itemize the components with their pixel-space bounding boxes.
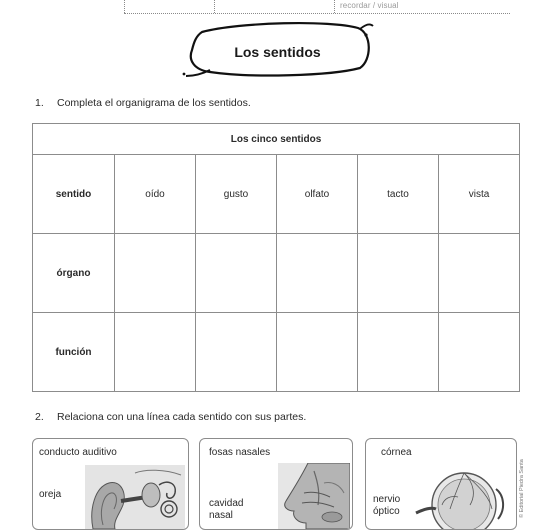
sense-cell: oído [115,155,196,234]
nose-anatomy-icon [278,463,350,529]
header-divider [334,0,335,13]
table-title: Los cinco sentidos [33,124,520,155]
nose-top-label: fosas nasales [209,447,271,458]
row-label-funcion: función [33,313,115,392]
row-label-sentido: sentido [33,155,115,234]
function-answer-cell[interactable] [115,313,196,392]
sense-cell: vista [439,155,520,234]
organ-answer-cell[interactable] [277,234,358,313]
organ-answer-cell[interactable] [115,234,196,313]
question-text: Relaciona con una línea cada sentido con sus partes. [57,411,307,423]
page-title: Los sentidos [234,44,321,60]
title-badge [180,20,375,80]
question-number: 1. [35,97,44,109]
copyright-text: © Editorial Piedra Santa [519,459,525,518]
organ-answer-cell[interactable] [358,234,439,313]
eye-left-label-2: óptico [373,506,400,517]
header-divider [124,0,125,13]
organ-answer-cell[interactable] [196,234,277,313]
header-hint: recordar / visual [340,1,399,10]
sense-cell: tacto [358,155,439,234]
sense-cell: gusto [196,155,277,234]
ear-card [32,438,189,530]
row-label-organo: órgano [33,234,115,313]
question-number: 2. [35,411,44,423]
ear-top-label: conducto auditivo [39,447,117,458]
senses-table [32,123,520,392]
function-answer-cell[interactable] [196,313,277,392]
header-strip [0,0,550,16]
header-divider [214,0,215,13]
eye-card [365,438,517,530]
organ-answer-cell[interactable] [439,234,520,313]
eye-anatomy-icon [414,459,514,529]
ear-anatomy-icon [85,465,185,529]
question-text: Completa el organigrama de los sentidos. [57,97,251,109]
ear-left-label: oreja [39,489,62,500]
header-dotted-line [124,13,510,14]
nose-card [199,438,353,530]
sense-cell: olfato [277,155,358,234]
function-answer-cell[interactable] [277,313,358,392]
function-answer-cell[interactable] [439,313,520,392]
nose-left-label-1: cavidad [209,498,244,509]
copyright-credit [519,428,529,518]
eye-left-label-1: nervio [373,494,401,505]
nose-left-label-2: nasal [209,510,233,521]
function-answer-cell[interactable] [358,313,439,392]
eye-top-label: córnea [381,447,412,458]
